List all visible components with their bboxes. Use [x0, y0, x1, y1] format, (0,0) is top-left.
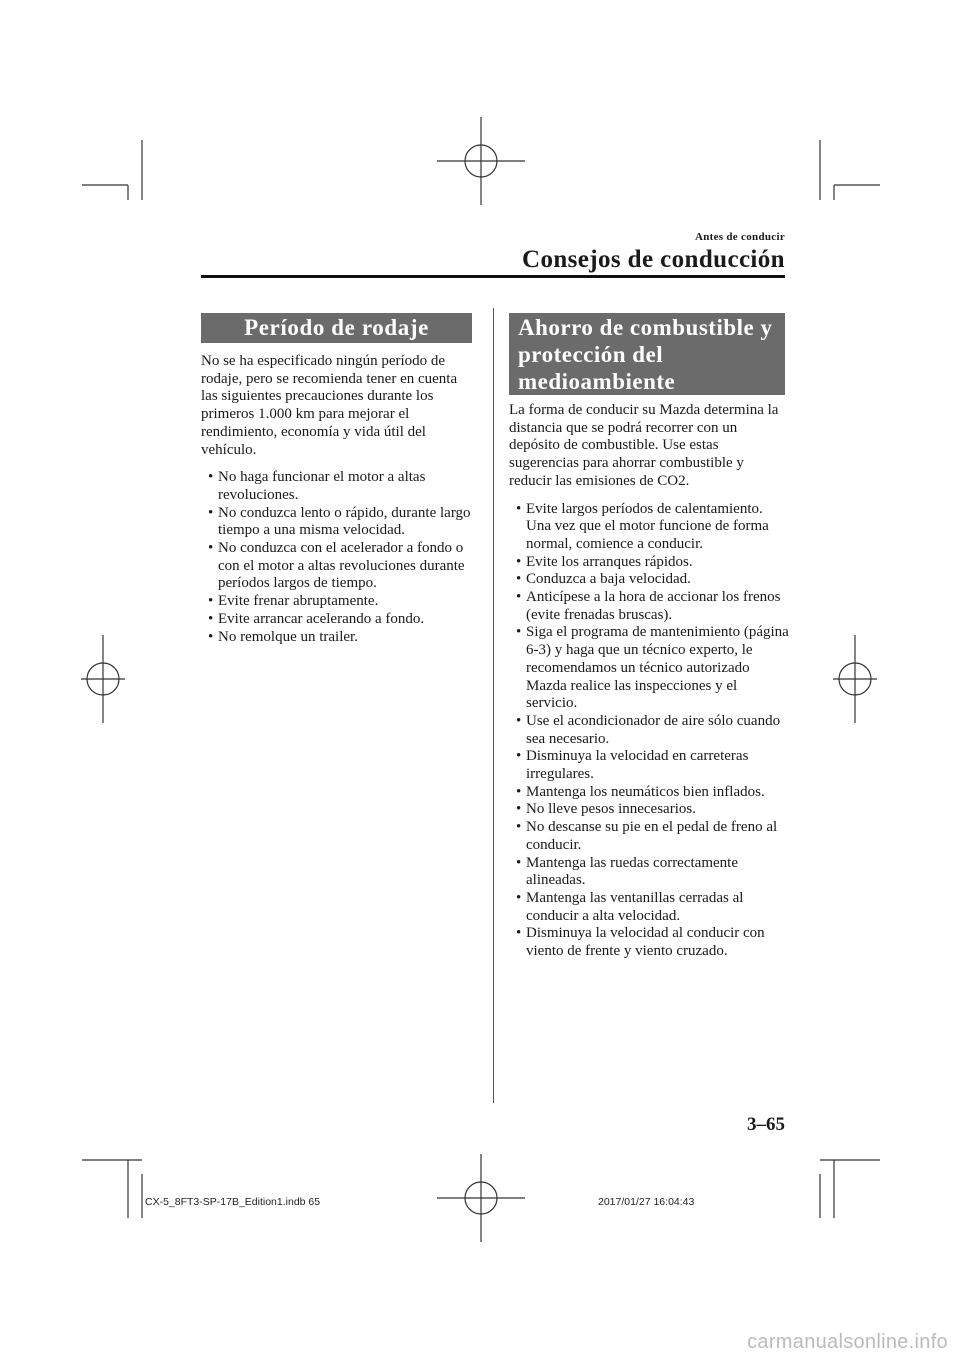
list-item: • No lleve pesos innecesarios. — [516, 801, 696, 818]
bullet: • — [516, 783, 522, 800]
list-item: • No conduzca con el acelerador a fondo o con el motor a altas revoluciones durante períodos largos de tiempo. — [208, 540, 465, 592]
bullet: • — [208, 610, 214, 627]
list-item: • Conduzca a baja velocidad. — [516, 571, 691, 588]
left-column — [201, 353, 476, 646]
list-item: • Evite los arranques rápidos. — [516, 553, 693, 570]
bullet: • — [516, 801, 522, 818]
header-rule — [201, 275, 785, 278]
bullet: • — [208, 540, 214, 557]
footer-timestamp: 2017/01/27 16:04:43 — [598, 1196, 695, 1208]
right-tips-list — [509, 501, 789, 961]
list-item: • Use el acondicionador de aire sólo cuando sea necesario. — [516, 712, 781, 747]
list-item: • Mantenga las ventanillas cerradas al conducir a alta velocidad. — [516, 889, 744, 924]
right-column — [509, 402, 789, 961]
footer-filename: CX-5_8FT3-SP-17B_Edition1.indb 65 — [145, 1196, 321, 1208]
list-item: • No conduzca lento o rápido, durante largo tiempo a una misma velocidad. — [208, 504, 471, 539]
right-intro-paragraph: La forma de conducir su Mazda determina la distancia que se podrá recorrer con un depósito de combustible. Use estas sugerencias para ahorrar combustible y reducir las emisiones de CO2. — [509, 402, 779, 489]
list-item: • Disminuya la velocidad al conducir con viento de frente y viento cruzado. — [516, 925, 765, 960]
bullet: • — [516, 571, 522, 588]
bullet: • — [208, 593, 214, 610]
section-label: Antes de conducir — [694, 231, 785, 243]
left-precautions-list — [201, 469, 476, 646]
bullet: • — [516, 819, 522, 836]
list-item: • Siga el programa de mantenimiento (página 6-3) y haga que un técnico experto, le recomendamos un técnico autorizado Mazda realice las inspecciones y el servicio. — [516, 624, 789, 712]
list-item: • Anticípese a la hora de accionar los frenos (evite frenadas bruscas). — [516, 589, 781, 623]
list-item: • No remolque un trailer. — [208, 628, 358, 645]
bullet: • — [208, 628, 214, 645]
bullet: • — [516, 925, 522, 942]
page-title: Consejos de conducción — [522, 246, 785, 273]
bullet: • — [516, 553, 522, 570]
list-item: • No descanse su pie en el pedal de freno al conducir. — [516, 819, 778, 853]
column-divider — [493, 308, 494, 1103]
list-item: • Evite largos períodos de calentamiento. Una vez que el motor funcione de forma normal, comience a conducir. — [516, 500, 769, 552]
bullet: • — [516, 624, 522, 641]
bullet: • — [516, 500, 522, 517]
bullet: • — [516, 712, 522, 729]
bullet: • — [516, 854, 522, 871]
left-intro-paragraph: No se ha especificado ningún período de rodaje, pero se recomienda tener en cuenta las siguientes precauciones durante los primeros 1.000 km para mejorar el rendimiento, economía y vida útil del vehículo. — [201, 353, 458, 458]
bullet: • — [516, 589, 522, 606]
list-item: • Mantenga las ruedas correctamente alineadas. — [516, 854, 738, 889]
bullet: • — [516, 889, 522, 906]
bullet: • — [208, 469, 214, 486]
list-item: • Evite frenar abruptamente. — [208, 593, 379, 610]
page-number: 3–65 — [747, 1114, 785, 1135]
bullet: • — [516, 748, 522, 765]
right-section-heading: Ahorro de combustible y protección del medioambiente — [509, 313, 785, 395]
left-section-heading: Período de rodaje — [201, 313, 472, 343]
list-item: • Disminuya la velocidad en carreteras irregulares. — [516, 748, 749, 783]
list-item: • Mantenga los neumáticos bien inflados. — [516, 783, 765, 800]
watermark-link[interactable]: carmanualsonline.info — [747, 1331, 948, 1353]
bullet: • — [208, 504, 214, 521]
list-item: • No haga funcionar el motor a altas revoluciones. — [208, 469, 426, 503]
list-item: • Evite arrancar acelerando a fondo. — [208, 610, 425, 627]
